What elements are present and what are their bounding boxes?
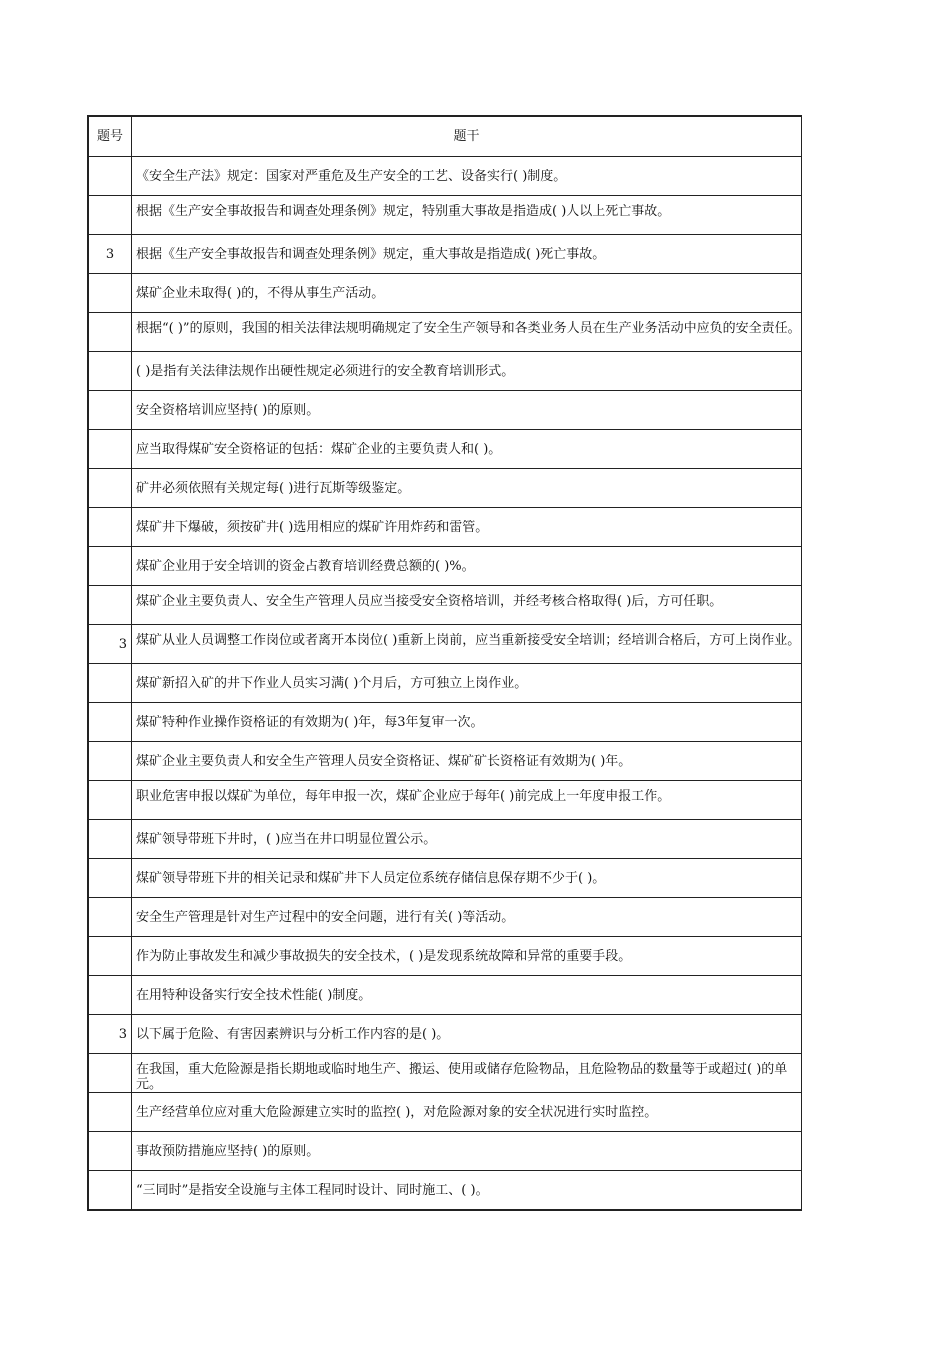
question-number [89, 508, 132, 547]
table-row [89, 586, 802, 625]
question-stem-text: 在用特种设备实行安全技术性能( )制度。 [136, 987, 372, 1003]
question-stem [132, 703, 802, 742]
question-stem-text: 煤矿企业用于安全培训的资金占教育培训经费总额的( )%。 [136, 558, 475, 574]
table-row [89, 469, 802, 508]
question-stem [132, 196, 802, 235]
table-row [89, 937, 802, 976]
question-stem-text: 根据“( )”的原则，我国的相关法律法规明确规定了安全生产领导和各类业务人员在生产业务活动中应负的安全责任。 [136, 321, 801, 336]
question-stem-text: 作为防止事故发生和减少事故损失的安全技术，( )是发现系统故障和异常的重要手段。 [136, 948, 632, 964]
table-row [89, 235, 802, 274]
question-stem-text: 煤矿从业人员调整工作岗位或者离开本岗位( )重新上岗前，应当重新接受安全培训；经培训合格后，方可上岗作业。 [136, 633, 801, 648]
question-stem-text: 应当取得煤矿安全资格证的包括：煤矿企业的主要负责人和( )。 [136, 441, 502, 457]
question-stem-text: 煤矿领导带班下井时，( )应当在井口明显位置公示。 [136, 831, 437, 847]
header-question-stem: 题干 [132, 117, 802, 157]
table-row [89, 196, 802, 235]
question-stem [132, 976, 802, 1015]
question-stem [132, 664, 802, 703]
question-number [89, 352, 132, 391]
question-stem-text: 根据《生产安全事故报告和调查处理条例》规定，重大事故是指造成( )死亡事故。 [136, 246, 606, 262]
table-row [89, 1015, 802, 1054]
question-stem-text: 根据《生产安全事故报告和调查处理条例》规定，特别重大事故是指造成( )人以上死亡事故。 [136, 204, 671, 219]
question-stem-text: 煤矿领导带班下井的相关记录和煤矿井下人员定位系统存储信息保存期不少于( )。 [136, 870, 606, 886]
question-number [89, 274, 132, 313]
question-stem-text: 煤矿新招入矿的井下作业人员实习满( )个月后，方可独立上岗作业。 [136, 675, 528, 691]
question-stem-text: 安全资格培训应坚持( )的原则。 [136, 402, 320, 418]
question-stem [132, 781, 802, 820]
table-row [89, 859, 802, 898]
table-row [89, 1132, 802, 1171]
question-number [89, 391, 132, 430]
question-stem [132, 547, 802, 586]
question-stem [132, 586, 802, 625]
header-question-number: 题号 [89, 117, 132, 157]
question-stem-text: 事故预防措施应坚持( )的原则。 [136, 1143, 320, 1159]
question-stem-text: 煤矿特种作业操作资格证的有效期为( )年，每3年复审一次。 [136, 714, 484, 730]
question-stem-text: 煤矿井下爆破，须按矿井( )选用相应的煤矿许用炸药和雷管。 [136, 519, 489, 535]
table-row [89, 742, 802, 781]
question-table [87, 115, 802, 1211]
question-number: 3 [89, 625, 132, 664]
question-number [89, 742, 132, 781]
question-number [89, 1132, 132, 1171]
question-number [89, 430, 132, 469]
question-stem [132, 1015, 802, 1054]
question-number [89, 859, 132, 898]
question-number [89, 469, 132, 508]
question-stem [132, 313, 802, 352]
question-stem [132, 235, 802, 274]
question-number [89, 157, 132, 196]
table-row [89, 781, 802, 820]
question-number [89, 703, 132, 742]
question-stem-text: “三同时”是指安全设施与主体工程同时设计、同时施工、( )。 [136, 1182, 489, 1198]
question-stem [132, 430, 802, 469]
question-stem [132, 820, 802, 859]
table-row [89, 898, 802, 937]
question-stem [132, 859, 802, 898]
table-row [89, 976, 802, 1015]
table-row [89, 1093, 802, 1132]
question-number [89, 898, 132, 937]
question-stem-text: 职业危害申报以煤矿为单位，每年申报一次，煤矿企业应于每年( )前完成上一年度申报工作。 [136, 789, 671, 804]
question-number [89, 1093, 132, 1132]
question-number [89, 1171, 132, 1210]
question-stem [132, 469, 802, 508]
question-stem-text: 生产经营单位应对重大危险源建立实时的监控( )，对危险源对象的安全状况进行实时监控。 [136, 1104, 658, 1120]
question-number [89, 664, 132, 703]
question-stem [132, 937, 802, 976]
question-stem [132, 274, 802, 313]
question-stem-text: 煤矿企业主要负责人和安全生产管理人员安全资格证、煤矿矿长资格证有效期为( )年。 [136, 753, 632, 769]
question-stem [132, 1132, 802, 1171]
table-row [89, 664, 802, 703]
question-number [89, 313, 132, 352]
question-number [89, 781, 132, 820]
question-stem-text: 煤矿企业未取得( )的，不得从事生产活动。 [136, 285, 385, 301]
question-number [89, 820, 132, 859]
table-row [89, 508, 802, 547]
question-stem [132, 352, 802, 391]
table-row [89, 313, 802, 352]
table-row [89, 703, 802, 742]
table-row [89, 391, 802, 430]
question-stem [132, 742, 802, 781]
question-stem [132, 898, 802, 937]
question-stem [132, 625, 802, 664]
table-row [89, 157, 802, 196]
question-number [89, 196, 132, 235]
question-stem-text: 安全生产管理是针对生产过程中的安全问题，进行有关( )等活动。 [136, 909, 515, 925]
question-stem-text: 在我国，重大危险源是指长期地或临时地生产、搬运、使用或储存危险物品，且危险物品的数量等于或超过( )的单元。 [136, 1062, 788, 1092]
question-number [89, 547, 132, 586]
question-stem [132, 391, 802, 430]
question-stem-text: 《安全生产法》规定：国家对严重危及生产安全的工艺、设备实行( )制度。 [136, 168, 567, 184]
table-row [89, 352, 802, 391]
table-header-row [89, 117, 802, 157]
question-stem [132, 1093, 802, 1132]
question-number [89, 937, 132, 976]
question-number: 3 [89, 235, 132, 274]
question-stem [132, 1054, 802, 1093]
table-row [89, 1054, 802, 1093]
question-stem [132, 157, 802, 196]
table-row [89, 274, 802, 313]
question-stem-text: 以下属于危险、有害因素辨识与分析工作内容的是( )。 [136, 1026, 450, 1042]
question-number [89, 976, 132, 1015]
question-stem [132, 508, 802, 547]
question-stem-text: 煤矿企业主要负责人、安全生产管理人员应当接受安全资格培训，并经考核合格取得( )后，方可任职。 [136, 594, 723, 609]
question-stem-text: 矿井必须依照有关规定每( )进行瓦斯等级鉴定。 [136, 480, 411, 496]
question-number: 3 [89, 1015, 132, 1054]
question-number [89, 1054, 132, 1093]
question-stem [132, 1171, 802, 1210]
question-stem-text: ( )是指有关法律法规作出硬性规定必须进行的安全教育培训形式。 [136, 363, 515, 379]
table-row [89, 820, 802, 859]
question-number [89, 586, 132, 625]
table-row [89, 547, 802, 586]
table-row [89, 430, 802, 469]
table-row [89, 625, 802, 664]
table-row [89, 1171, 802, 1210]
